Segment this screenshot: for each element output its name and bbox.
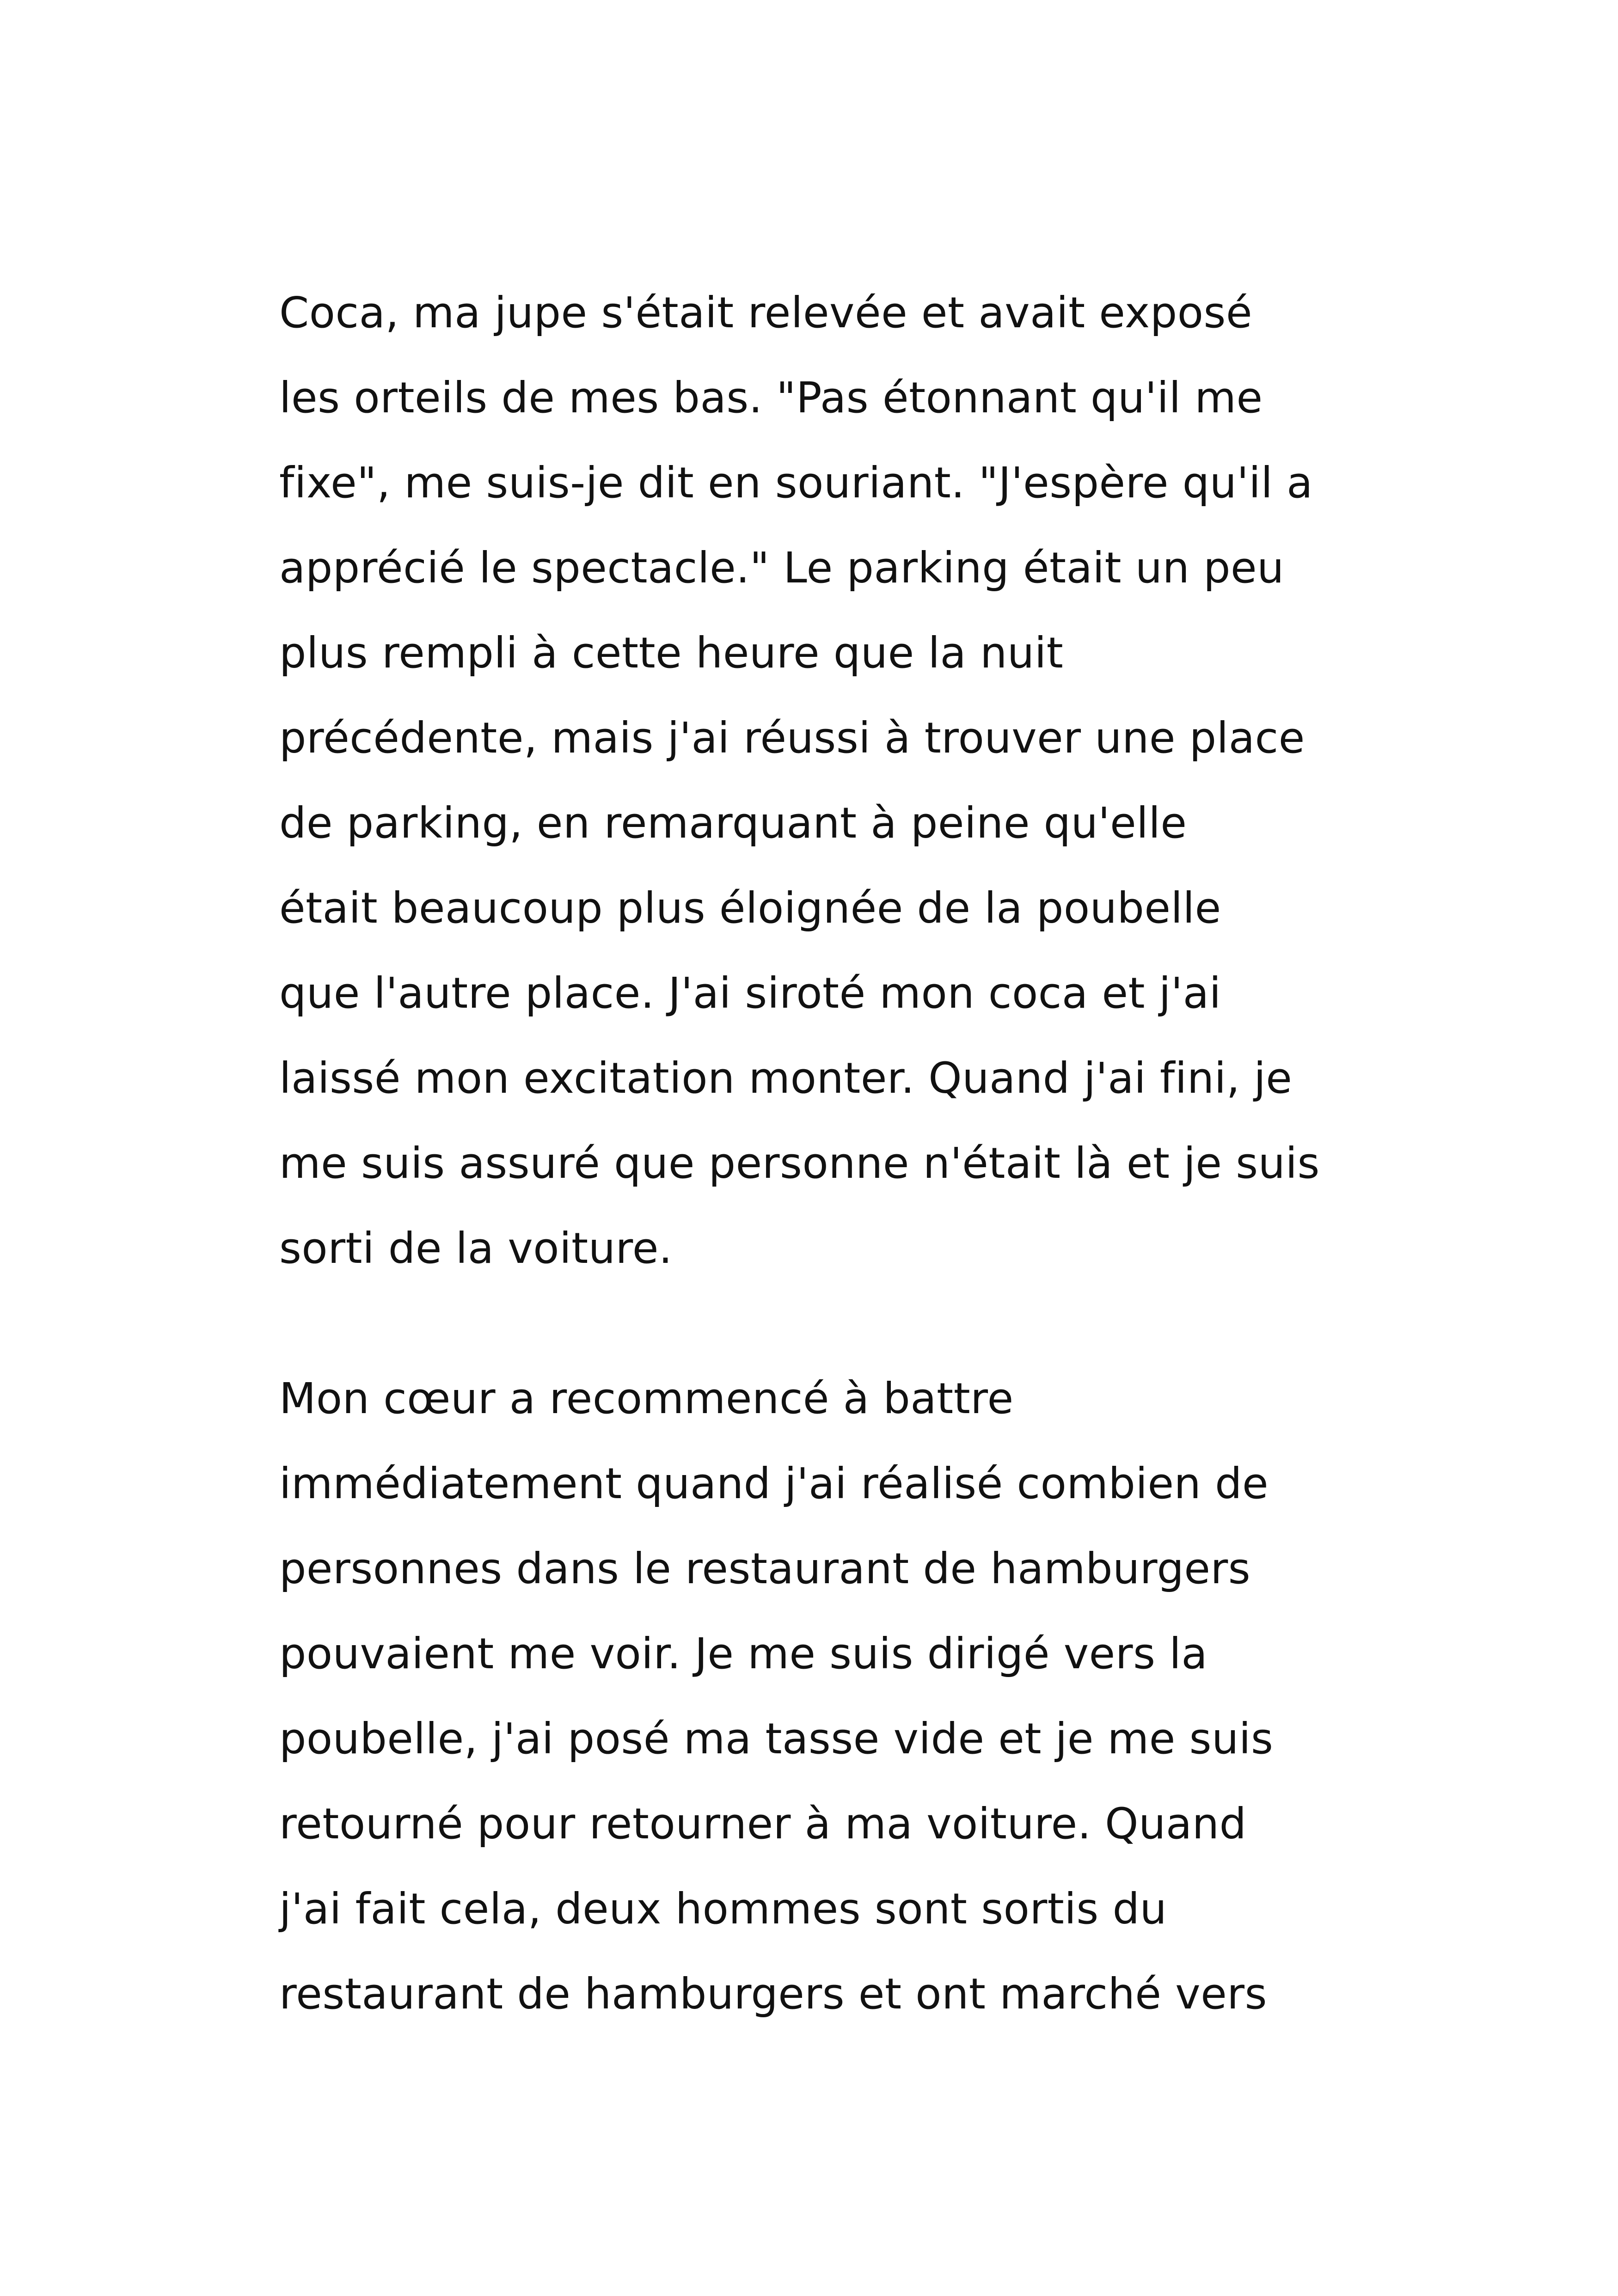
text-line: Coca, ma jupe s'était relevée et avait exposé [279, 288, 1253, 337]
text-line: plus rempli à cette heure que la nuit [279, 628, 1064, 678]
text-line: apprécié le spectacle." Le parking était un peu [279, 543, 1284, 593]
text-line: pouvaient me voir. Je me suis dirigé vers la [279, 1629, 1208, 1678]
paragraph-1 [279, 270, 1398, 1291]
text-line: me suis assuré que personne n'était là et je suis [279, 1139, 1320, 1188]
text-line: Mon cœur a recommencé à battre [279, 1374, 1014, 1423]
text-line: retourné pour retourner à ma voiture. Quand [279, 1799, 1247, 1849]
text-line: les orteils de mes bas. "Pas étonnant qu'il me [279, 373, 1263, 422]
text-line: j'ai fait cela, deux hommes sont sortis du [279, 1884, 1167, 1934]
text-line: immédiatement quand j'ai réalisé combien de [279, 1459, 1269, 1508]
text-line: restaurant de hamburgers et ont marché vers [279, 1969, 1268, 2019]
text-line: laissé mon excitation monter. Quand j'ai fini, je [279, 1053, 1293, 1103]
text-line: poubelle, j'ai posé ma tasse vide et je me suis [279, 1714, 1274, 1763]
text-line: précédente, mais j'ai réussi à trouver une place [279, 713, 1305, 763]
paragraph-2 [279, 1356, 1398, 2037]
text-line: était beaucoup plus éloignée de la poubelle [279, 883, 1221, 933]
text-line: personnes dans le restaurant de hamburgers [279, 1544, 1251, 1593]
text-line: sorti de la voiture. [279, 1224, 673, 1273]
text-line: fixe", me suis-je dit en souriant. "J'espère qu'il a [279, 458, 1313, 508]
text-line: de parking, en remarquant à peine qu'elle [279, 798, 1187, 848]
text-line: que l'autre place. J'ai siroté mon coca et j'ai [279, 968, 1221, 1018]
